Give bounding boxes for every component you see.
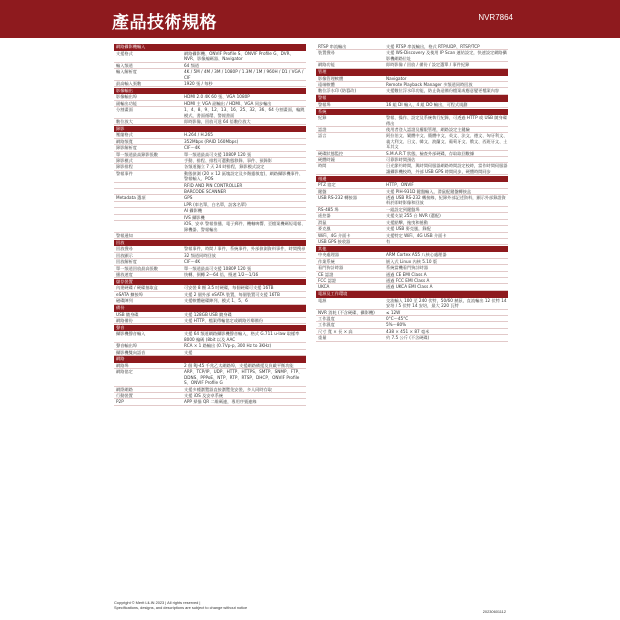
spec-value: 通過 UKCA EMI Class A	[386, 284, 433, 290]
spec-value: LPR (車名單，白名單，訪客名單)	[184, 201, 247, 207]
spec-label: CE 認證	[318, 271, 334, 277]
spec-label	[114, 183, 184, 188]
section-header: 管理	[316, 69, 508, 76]
spec-row	[114, 51, 306, 63]
spec-value: 支援 128GB USB 隨身碟	[184, 311, 232, 317]
spec-value: 支援 HTTP、檔案傳輸協定或網路芳鄰備份	[184, 317, 264, 323]
spec-label: 語言	[318, 133, 327, 139]
spec-value: 透過 USB RS-232 轉接線，紀錄外部記述資料，顯示外部錄證資料於即時影像和回放	[386, 195, 506, 206]
spec-label: 警報通知	[116, 232, 133, 238]
spec-label: 網路功能	[318, 62, 335, 68]
spec-label: USB 隨身碟	[116, 311, 139, 317]
spec-value: 系統當機看門狗計時器	[386, 265, 428, 271]
spec-value: 32 頻道同時回放	[184, 252, 216, 258]
spec-label: 遙控器	[318, 213, 331, 219]
spec-value: 支援數位浮水印功能，防止偽造備份檔案或應意變更檔案內容	[386, 88, 500, 94]
spec-label: 警報事件	[116, 170, 133, 176]
spec-label: 重量	[318, 335, 327, 341]
spec-label: 單一頻道回放最高張數	[116, 265, 158, 271]
section-header: 電源及工作環境	[316, 291, 508, 298]
spec-value: IVS 攝影機	[184, 214, 205, 220]
spec-label: RS-485 埠	[318, 206, 339, 212]
spec-value: 352Mbps (RAID 160Mbps)	[184, 138, 239, 144]
spec-value: 使用者登入認證及權限管理，網路設定主鍵驗	[386, 127, 470, 133]
spec-label: 攝影機雙向語音	[116, 349, 146, 355]
spec-row	[316, 163, 508, 175]
page-title: 產品技術規格	[112, 13, 217, 33]
spec-label	[114, 208, 184, 213]
spec-value: 支援多種瀏覽器直接瀏覽免安裝，多人同時存取	[184, 386, 272, 392]
spec-value: RFID AND PIN CONTROLLER	[184, 182, 243, 188]
spec-value: 阿拉伯文、繁體中文、簡體中文、英文、法文、德文、匈牙利文、義大利文、日文、韓文、波蘭文、葡萄牙文、俄文、西班牙文、土耳其文	[386, 133, 508, 150]
spec-label: 回放搜尋	[116, 246, 133, 252]
spec-value: 支援 2 個外部 eSATA 裝置，每個裝置可支援 16TB	[184, 291, 280, 297]
section-header: 網路	[114, 356, 306, 363]
spec-value: 64 頻道	[184, 62, 200, 68]
spec-row	[114, 272, 306, 278]
spec-label: 麥克風	[318, 226, 331, 232]
spec-row	[114, 171, 306, 183]
spec-label: 裝置搜尋	[318, 50, 335, 56]
spec-value: 0°C～45°C	[386, 315, 409, 321]
spec-value: 支援 iOS 及安卓系統	[184, 392, 224, 398]
section-header: 回放	[114, 240, 306, 247]
spec-value: 1、4、8、9、12、13、16、25、32、36、64 分割畫面，輪跳模式，書面循環、警報書面	[184, 107, 305, 118]
spec-value: CIF～4K	[184, 145, 201, 151]
spec-label: 回放解析度	[116, 259, 137, 265]
spec-value: Remote Playback Manager 多頻道同時回放	[386, 82, 473, 88]
spec-label: 電源	[318, 297, 327, 303]
spec-row	[114, 107, 306, 119]
spec-label: 網際網路	[116, 386, 133, 392]
spec-row	[114, 331, 306, 343]
spec-label: eSATA 擴接埠	[116, 291, 143, 297]
right-spec-column	[316, 44, 508, 342]
spec-label: 認證	[318, 127, 327, 133]
spec-value: 動態偵測 (20 × 12 區塊設定及多階靈敏度)，網路攝影機事件、警報輸入、POS	[184, 170, 304, 182]
spec-row	[316, 50, 508, 62]
spec-row	[316, 239, 508, 245]
spec-value: 2 個 RJ-45 千兆乙太網路埠，支援網路備援及負載平衡功能	[184, 362, 294, 368]
spec-value: ARP、TCP/IP、UDP、HTTP、HTTPS、SMTP、SNMP、FTP、DDNS、PPPoE、NTP、RTP、RTSP、DHCP、ONVIF Profile S、ONVIF Profile G	[184, 369, 303, 386]
spec-label: USB GPS 接收器	[318, 238, 351, 244]
spec-value: 通過 CE EMI Class A	[386, 271, 427, 277]
section-header: 系統	[316, 109, 508, 116]
section-header: 備份	[114, 305, 306, 312]
spec-value: BARCODE SCANNER	[184, 189, 227, 195]
spec-label: 網路埠	[116, 362, 129, 368]
section-header: 影像輸出	[114, 88, 306, 95]
spec-label: NVR 消耗 (不含硬碟、攝影機)	[318, 309, 375, 315]
section-header: 其他	[316, 246, 508, 253]
section-header: 警報	[316, 95, 508, 102]
spec-value: 438 × 451 × 87 毫米	[386, 328, 430, 334]
spec-row	[114, 350, 306, 356]
spec-label: 紀錄	[318, 115, 327, 121]
spec-row	[114, 233, 306, 239]
spec-label: USB RS-232 轉接器	[318, 195, 357, 201]
spec-value: RCA × 1 路輸出 (0.7Vp-p, 300 Hz to 3KHz)	[184, 343, 272, 349]
spec-label: 警報埠	[318, 101, 331, 107]
spec-value: 快轉、倒轉 2～64 倍，慢速 1/2～1/16	[184, 271, 259, 277]
spec-value: 交流輸入 100 至 240 伏特，50/60 赫茲，直流輸出 12 伏特 14 安培 / 5 伏特 14 安培，最大 220 瓦特	[386, 297, 507, 309]
spec-label: 中央處理器	[318, 252, 339, 258]
section-header: 網路攝影機輸入	[114, 44, 306, 51]
spec-value: 支援軟體磁碟陣列，模式 1、5、6	[184, 298, 248, 304]
spec-value: 可靠影時間預估	[386, 157, 416, 163]
spec-row	[114, 119, 306, 125]
section-header: 儲存裝置	[114, 279, 306, 286]
spec-label: 硬體時鐘	[318, 157, 335, 163]
section-header: 錄影	[114, 126, 306, 133]
document-number: 20230601112	[482, 609, 506, 614]
spec-label: 作業系統	[318, 258, 335, 264]
spec-value: 支援 USB 麥克風，錄配	[386, 226, 431, 232]
spec-row	[316, 298, 508, 310]
spec-value: 約 7.5 公斤 (不含硬碟)	[386, 335, 430, 341]
spec-label: 輸入頻道	[116, 62, 133, 68]
spec-label: FCC 認證	[318, 277, 336, 283]
spec-value: 嵌入式 Linux 內核 5.10 版	[386, 258, 438, 264]
spec-label: 錄影解析度	[116, 145, 137, 151]
spec-label: 影像管理軟體	[318, 75, 344, 81]
spec-label: 時間	[318, 163, 327, 169]
spec-value: 一組設定到鍵盤埠	[386, 206, 420, 212]
spec-label: 磁碟陣列	[116, 298, 133, 304]
spec-value: 支援特定 WiFi、4G USB 介面卡	[386, 232, 447, 238]
spec-row	[114, 399, 306, 405]
spec-label: 播放速度	[116, 271, 133, 277]
spec-value: 單一頻道最高可支援 1080P 120 張	[184, 265, 252, 271]
spec-value: APP 掃描 QR 二維碼連，專用序號連線	[184, 399, 257, 405]
spec-label: 副輸出功能	[116, 100, 137, 106]
spec-value: HTTP、ONVIF	[386, 182, 414, 188]
spec-label	[114, 221, 184, 232]
spec-value: 4K / 5M / 4M / 3M / 1080P / 1.3M / 1M / 960H / D1 / VGA / CIF	[184, 69, 304, 80]
spec-value: 有	[386, 238, 391, 244]
spec-label: 數位放大	[116, 119, 133, 125]
spec-label: 硬碟狀態監控	[318, 150, 344, 156]
spec-value: CIF～4K	[184, 259, 201, 265]
footer	[114, 600, 247, 610]
spec-label: 支援格式	[116, 50, 133, 56]
spec-label: 數位浮水印 (防篡改)	[318, 88, 357, 94]
spec-row	[114, 298, 306, 304]
spec-value: 通過 FCC EMI Class A	[386, 277, 430, 283]
header-bar	[0, 0, 620, 38]
spec-row	[316, 284, 508, 290]
spec-row	[316, 195, 508, 207]
spec-row	[114, 69, 306, 81]
spec-value: GPS	[184, 195, 193, 201]
copyright-text: Copyright © Merit LiLIN 2023 | All rights reserved |	[114, 600, 201, 605]
spec-value: 警報、操作、設定及系統執行紀錄，可透過 HTTP 或 USB 隨身碟傳出	[386, 115, 507, 126]
spec-row	[114, 221, 306, 233]
left-spec-column	[114, 44, 306, 406]
spec-value: 手動、排程、排程可選動態移錄、事件、預錄影	[184, 158, 272, 164]
section-header: 週邊	[316, 176, 508, 183]
spec-row	[114, 318, 306, 324]
spec-value: Navigator	[386, 75, 407, 81]
spec-label: 分割畫面	[116, 107, 133, 113]
spec-value: 支援 RTSP 串流輸出，格式 RTP/UDP、RTSP/TCP	[386, 44, 480, 49]
spec-label: 單一頻道最高錄影張數	[116, 151, 158, 157]
spec-value: H.264 / H.265	[184, 132, 213, 138]
spec-value: AI 攝影機	[184, 208, 202, 214]
spec-value: ≤ 12W	[386, 309, 401, 315]
spec-label: 網路頻寬	[116, 138, 133, 144]
spec-label: 內建硬碟 / 硬碟抽取盒	[116, 285, 158, 291]
spec-row	[316, 62, 508, 68]
spec-value	[184, 233, 306, 238]
spec-label: 網路協定	[116, 369, 133, 375]
spec-label: 壓縮格式	[116, 132, 133, 138]
spec-label: 看門狗計時器	[318, 265, 344, 271]
spec-label: 滑鼠	[318, 219, 327, 225]
spec-label	[114, 189, 184, 194]
spec-label	[114, 215, 184, 220]
spec-row	[316, 102, 508, 108]
spec-value: 網路攝影機、ONVIF Profile S、ONVIF Profile G、DVR、NVR、影像編碼器、Navigator	[184, 50, 294, 62]
spec-value: 即時影像 / 回放 / 備份 / 設定選單 / 事件紀錄	[386, 62, 470, 68]
spec-label: 鍵盤	[318, 188, 327, 194]
spec-label: 聲音輸出埠	[116, 343, 137, 349]
spec-label: UKCA	[318, 284, 330, 290]
spec-row	[316, 115, 508, 127]
spec-value: 16 組 DI 輸入、4 組 DO 輸出，可程式規劃	[386, 101, 468, 107]
disclaimer-text: Specifications, designs, and descriptions are subject to change without notice	[114, 605, 248, 610]
spec-value: 支援 WS-Discovery 及使用 IP Scan 連結設定，快速設定網路攝影機網路位址	[386, 50, 507, 61]
model-number: NVR7864	[478, 13, 513, 22]
spec-row	[316, 88, 508, 94]
spec-label: WiFi、4G 介面卡	[318, 232, 351, 238]
spec-value: ARM Cortex A55 八核心處理器	[386, 252, 447, 258]
spec-label: 工作溫度	[318, 315, 335, 321]
spec-value: 支援 PIH-931D 鍵盤輸入，滑鼠配鍵盤轉接盒	[386, 188, 472, 194]
spec-label: 影像輸出埠	[116, 94, 137, 100]
spec-label: 最高輸入張數	[116, 81, 142, 87]
spec-label: 攝影機聲音輸入	[116, 331, 146, 337]
spec-value: 單一頻道最高可支援 1080P 120 張	[184, 151, 252, 157]
spec-value: 支援點擊，拖曳和捲動	[386, 219, 428, 225]
spec-label: 尺寸 寬 × 長 × 高	[318, 328, 353, 334]
spec-label: PTZ 協定	[318, 182, 336, 188]
spec-label: 回放顯示	[116, 252, 133, 258]
spec-value: 警報事件，時間 / 事件，系統事件，外部偵測資料事件，時間搜尋	[184, 246, 306, 252]
spec-value: S.M.A.R.T 狀態，檢查外部硬碟，存取取回數據	[386, 150, 475, 156]
spec-value: 日光節約時間，與時間伺服器網路時間設定校時，當作時間伺服器讓攝影機校時，外部 USB GPS 時間同步，硬體時間同步	[386, 163, 508, 174]
spec-value: 支援 64 頻道網路攝影機聲音輸入，格式 G.711 u-law 取樣率 8000 編碼 (8bit 以及 AAC	[184, 331, 300, 342]
spec-row	[114, 81, 306, 87]
spec-label: Metadata 選項	[116, 195, 146, 201]
spec-label: 輸入解析度	[116, 69, 137, 75]
spec-value: 可安裝 8 顆 3.5 吋硬碟，每個硬碟可支援 16TB	[184, 285, 274, 291]
spec-value: 支援支架 255 台 NVR (選配)	[386, 213, 441, 219]
section-header: 聲音	[114, 325, 306, 332]
spec-label: 錄影排程	[116, 164, 133, 170]
spec-row	[316, 335, 508, 341]
spec-label: 網路備份	[116, 317, 133, 323]
spec-row	[114, 369, 306, 386]
spec-value: 1920 張 / 每秒	[184, 81, 213, 87]
spec-value: 各頻道獨立 7 天 24 時排程，錄影模式設定	[184, 164, 265, 170]
spec-row	[316, 133, 508, 150]
spec-value: 即時影像，回放可達 64 倍數位放大	[184, 119, 251, 125]
spec-value: 支援	[184, 349, 193, 355]
spec-label: 行動裝置	[116, 392, 133, 398]
spec-label	[114, 202, 184, 207]
spec-label: 遠端軟體	[318, 82, 335, 88]
spec-value: 5%～80%	[386, 322, 407, 328]
spec-label: RTSP 串流輸出	[318, 44, 347, 49]
spec-value: HDMI 2.0 4K 60 張、VGA 1080P	[184, 94, 250, 100]
spec-value: iOS、安卓 警報推播、電子郵件、機軸鳴響、至檔案機碼短電報、錄機器、警報輸出	[184, 221, 306, 232]
spec-value: HDMI 主 VGA 副輸出 / HDMI、VGA 同步輸出	[184, 100, 272, 106]
spec-label: 工作濕度	[318, 322, 335, 328]
spec-label: 錄影模式	[116, 158, 133, 164]
spec-label: P2P	[116, 399, 124, 405]
